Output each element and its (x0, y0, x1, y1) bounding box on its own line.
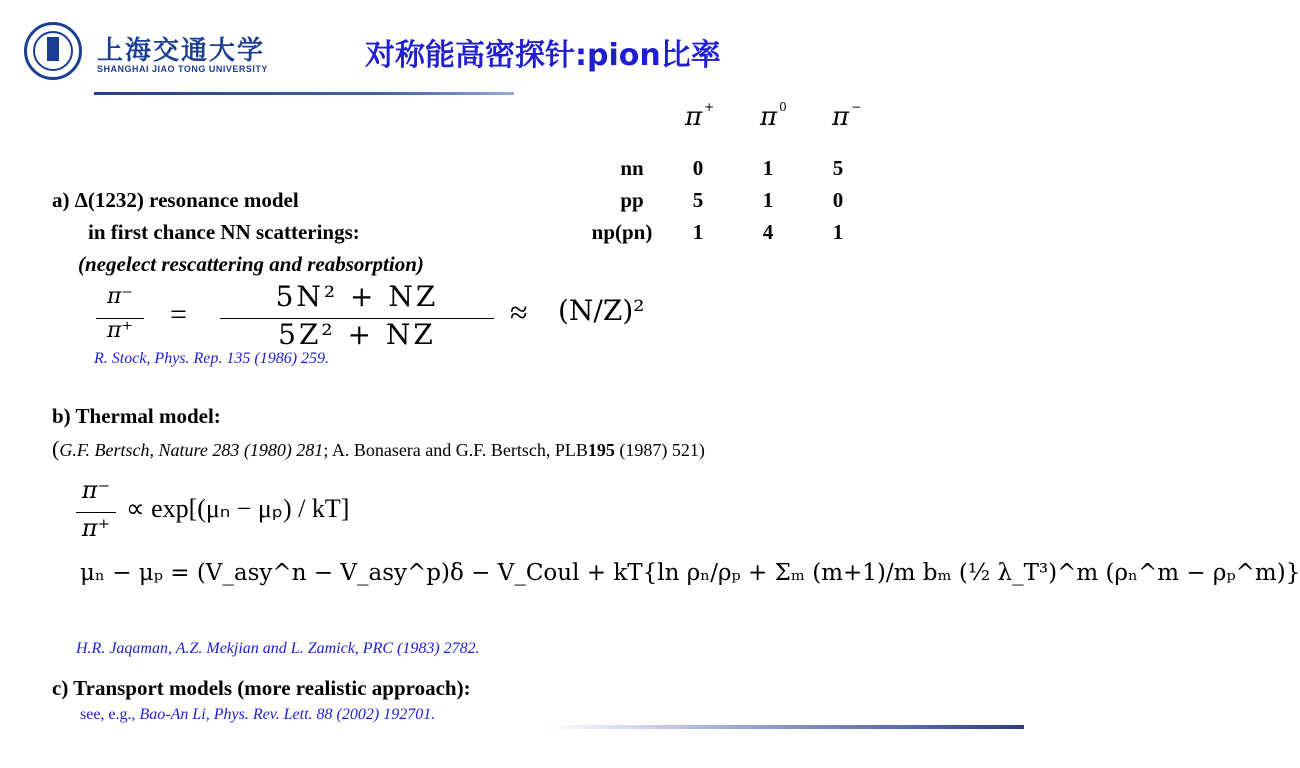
university-seal-icon (24, 22, 82, 80)
section-c-reference: see, e.g., Bao-An Li, Phys. Rev. Lett. 88 (2002) 192701. (80, 706, 436, 723)
table-cell: 5 (832, 156, 844, 180)
eq-a-lhs-numerator: π⁻ (106, 284, 134, 309)
section-c-heading: c) Transport models (more realistic approach): (52, 676, 471, 700)
pion-zero-header: π $^0$ (760, 100, 787, 132)
row-label-pp: pp (620, 188, 644, 212)
section-a-heading: a) Δ(1232) resonance model (52, 188, 299, 212)
bottom-divider (545, 725, 1024, 729)
table-cell: 1 (762, 156, 774, 180)
reference-jaqaman: H.R. Jaqaman, A.Z. Mekjian and L. Zamick, PRC (1983) 2782. (76, 640, 480, 657)
table-cell: 4 (762, 220, 774, 244)
row-label-np: np(pn) (591, 220, 653, 244)
logo-english-name: SHANGHAI JIAO TONG UNIVERSITY (97, 64, 268, 74)
eq-a-ratio: (N/Z)² (558, 294, 645, 327)
section-a-note: (negelect rescattering and reabsorption) (78, 252, 424, 276)
top-divider (94, 92, 514, 95)
fraction-bar (76, 512, 116, 513)
slide-title: 对称能高密探针:pion比率 (365, 38, 721, 73)
equation-thermal-ratio (76, 476, 476, 548)
eq-a-lhs-denominator: π⁺ (106, 318, 134, 343)
eq-a-rhs-denominator: 5Z² + NZ (278, 318, 436, 351)
table-cell: 1 (762, 188, 774, 212)
pion-minus-header: π − (832, 100, 862, 132)
table-cell: 0 (692, 156, 704, 180)
eq-b1-numerator: π⁻ (81, 476, 111, 504)
section-a-subline: in first chance NN scatterings: (88, 220, 360, 244)
section-b-citation: (G.F. Bertsch, Nature 283 (1980) 281; A. Bonasera and G.F. Bertsch, PLB195 (1987) 521) (52, 436, 705, 461)
section-b-heading: b) Thermal model: (52, 404, 221, 428)
pion-plus-header: π + (685, 100, 715, 132)
row-label-nn: nn (620, 156, 644, 180)
eq-a-approx: ≈ (510, 294, 528, 330)
table-cell: 5 (692, 188, 704, 212)
eq-a-equals: = (170, 298, 187, 331)
table-cell: 1 (692, 220, 704, 244)
table-cell: 1 (832, 220, 844, 244)
logo-chinese-name: 上海交通大学 (97, 36, 266, 66)
equation-delta-model (96, 280, 716, 354)
table-cell: 0 (832, 188, 844, 212)
eq-a-rhs-numerator: 5N² + NZ (275, 280, 439, 313)
equation-chemical-potential: μₙ − μₚ = (V_asy^n − V_asy^p)δ − V_Coul + kT{ln ρₙ/ρₚ + Σₘ (m+1)/m bₘ (½ λ_T³)^m (ρₙ^m − ρₚ^m)} (80, 560, 1300, 586)
eq-b1-denominator: π⁺ (81, 514, 111, 542)
reference-stock: R. Stock, Phys. Rep. 135 (1986) 259. (94, 350, 330, 367)
eq-b1-rhs: ∝ exp[(μₙ − μₚ) / kT] (126, 494, 350, 523)
